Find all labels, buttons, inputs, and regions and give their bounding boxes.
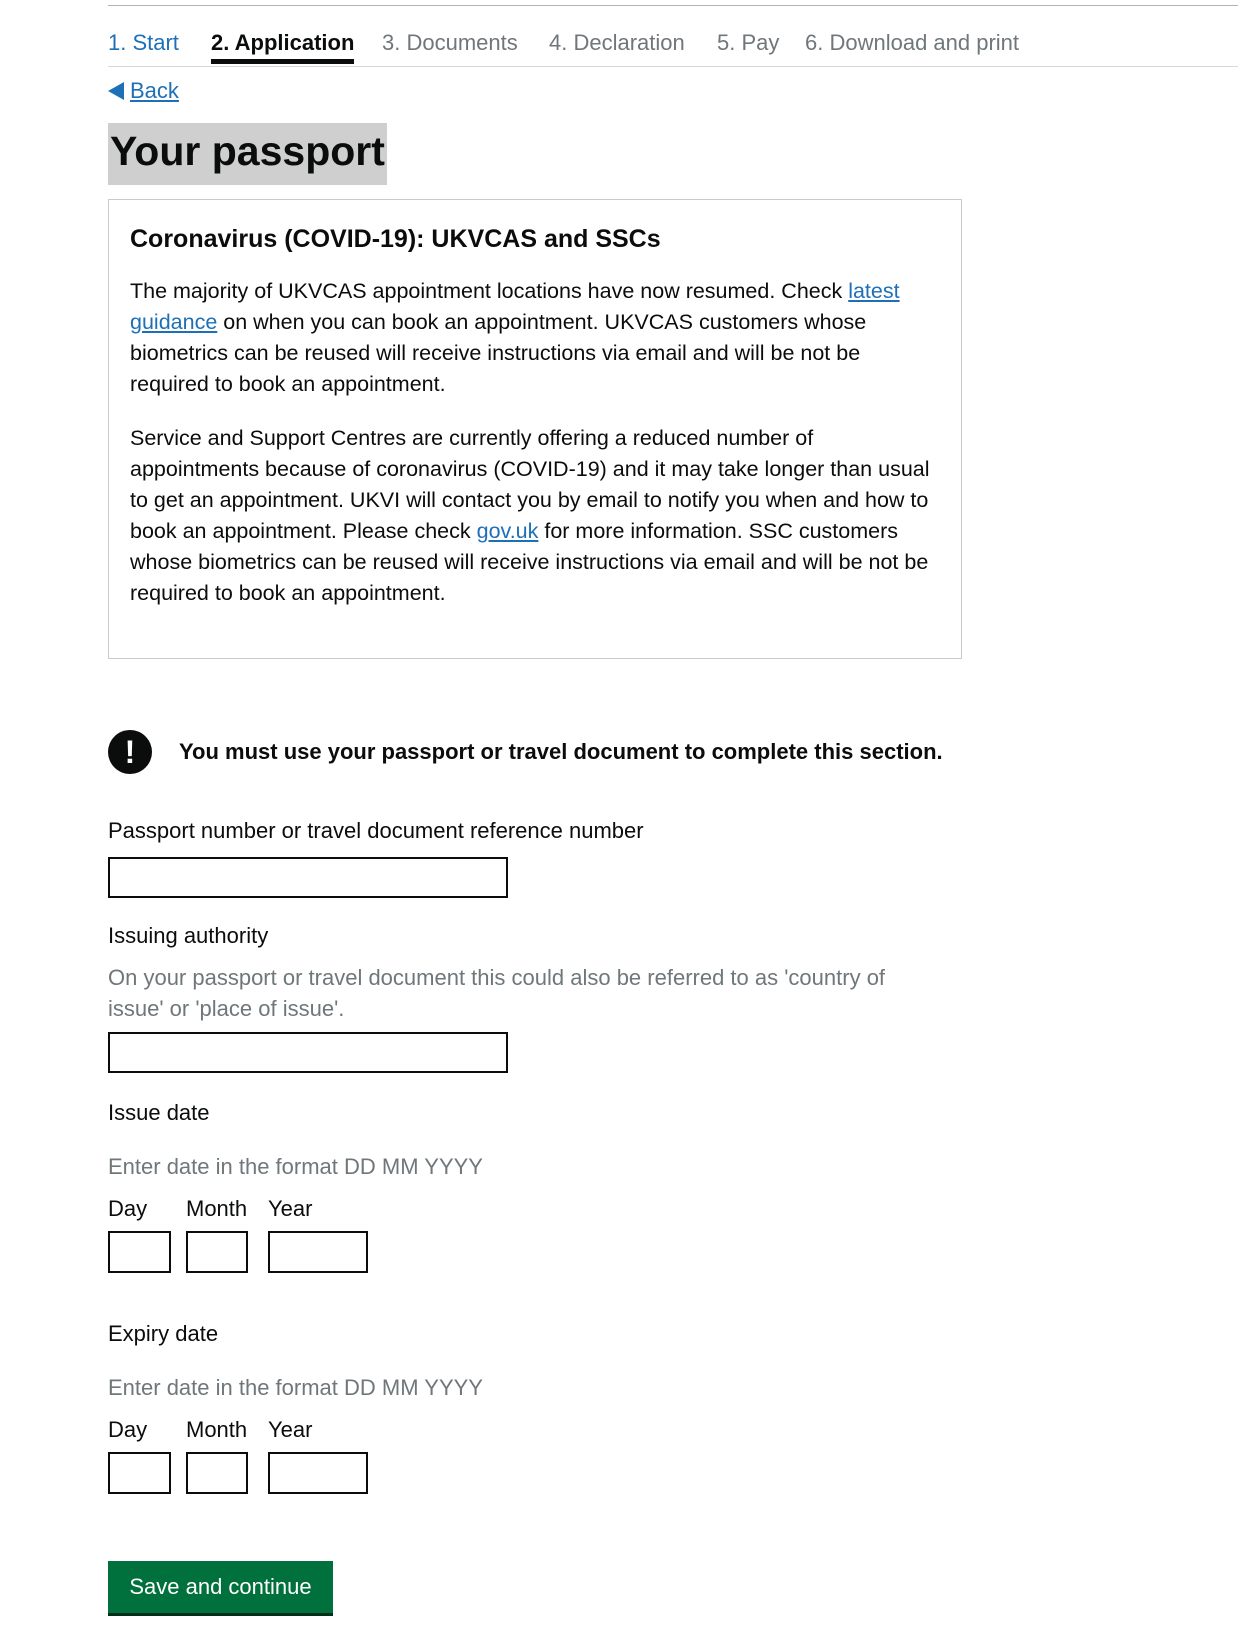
passport-number-input[interactable] bbox=[108, 857, 508, 898]
save-and-continue-button[interactable]: Save and continue bbox=[108, 1561, 333, 1613]
back-link[interactable] bbox=[108, 76, 179, 106]
notice-p2-text-after: for more information. SSC customers whose biometrics can be reused will receive instructions via email and will be not be required to book an appointment. bbox=[130, 519, 929, 605]
step-application: 2. Application bbox=[211, 28, 354, 58]
step-download-and-print: 6. Download and print bbox=[805, 30, 1020, 55]
notice-p1-text-before: The majority of UKVCAS appointment locations have now resumed. Check bbox=[130, 279, 849, 303]
expiry-date-year-label: Year bbox=[268, 1417, 313, 1442]
issuing-authority-hint: On your passport or travel document this could also be referred to as 'country of issue' or 'place of issue'. bbox=[108, 965, 886, 1021]
notice-heading: Coronavirus (COVID-19): UKVCAS and SSCs bbox=[130, 225, 661, 253]
issue-date-day-label: Day bbox=[108, 1196, 148, 1221]
back-link-label: Back bbox=[130, 78, 179, 103]
issue-date-label: Issue date bbox=[108, 1100, 210, 1125]
step-start[interactable]: 1. Start bbox=[108, 30, 179, 55]
notice-p2-text-before: Service and Support Centres are currently offering a reduced number of appointments because of coronavirus (COVID-19) and it may take longer than usual to get an appointment. UKVI will contact you by email to notify you when and how to book an appointment. Please check bbox=[130, 426, 930, 543]
expiry-date-month-label: Month bbox=[186, 1417, 248, 1442]
expiry-date-label: Expiry date bbox=[108, 1321, 219, 1346]
issue-date-year-input[interactable] bbox=[268, 1231, 368, 1273]
issue-date-hint: Enter date in the format DD MM YYYY bbox=[108, 1154, 483, 1179]
issuing-authority-input[interactable] bbox=[108, 1032, 508, 1073]
notice-paragraph-ukvcas bbox=[130, 276, 940, 400]
passport-number-label: Passport number or travel document reference number bbox=[108, 818, 644, 843]
issue-date-year-label: Year bbox=[268, 1196, 313, 1221]
step-documents: 3. Documents bbox=[382, 30, 518, 55]
expiry-date-hint: Enter date in the format DD MM YYYY bbox=[108, 1375, 483, 1400]
expiry-date-month-input[interactable] bbox=[186, 1452, 248, 1494]
exclamation-icon: ! bbox=[108, 730, 152, 774]
back-arrow-icon bbox=[108, 82, 124, 100]
notice-p1-text-after: on when you can book an appointment. UKVCAS customers whose biometrics can be reused will receive instructions via email and will be not be required to book an appointment. bbox=[130, 310, 867, 396]
progress-steps bbox=[108, 24, 1238, 67]
expiry-date-day-input[interactable] bbox=[108, 1452, 171, 1494]
warning-text: You must use your passport or travel document to complete this section. bbox=[179, 739, 943, 764]
issuing-authority-label: Issuing authority bbox=[108, 923, 269, 948]
gov-uk-link[interactable]: gov.uk bbox=[476, 519, 539, 543]
expiry-date-year-input[interactable] bbox=[268, 1452, 368, 1494]
page-title: Your passport bbox=[108, 123, 387, 185]
step-declaration: 4. Declaration bbox=[549, 30, 685, 55]
notice-paragraph-ssc bbox=[130, 423, 940, 609]
top-divider bbox=[108, 5, 1238, 6]
covid-notice bbox=[108, 199, 962, 659]
warning-callout bbox=[108, 730, 1008, 774]
issue-date-month-label: Month bbox=[186, 1196, 248, 1221]
step-pay: 5. Pay bbox=[717, 30, 780, 55]
issue-date-day-input[interactable] bbox=[108, 1231, 171, 1273]
expiry-date-day-label: Day bbox=[108, 1417, 148, 1442]
issue-date-month-input[interactable] bbox=[186, 1231, 248, 1273]
latest-guidance-link[interactable]: latest guidance bbox=[130, 279, 900, 334]
